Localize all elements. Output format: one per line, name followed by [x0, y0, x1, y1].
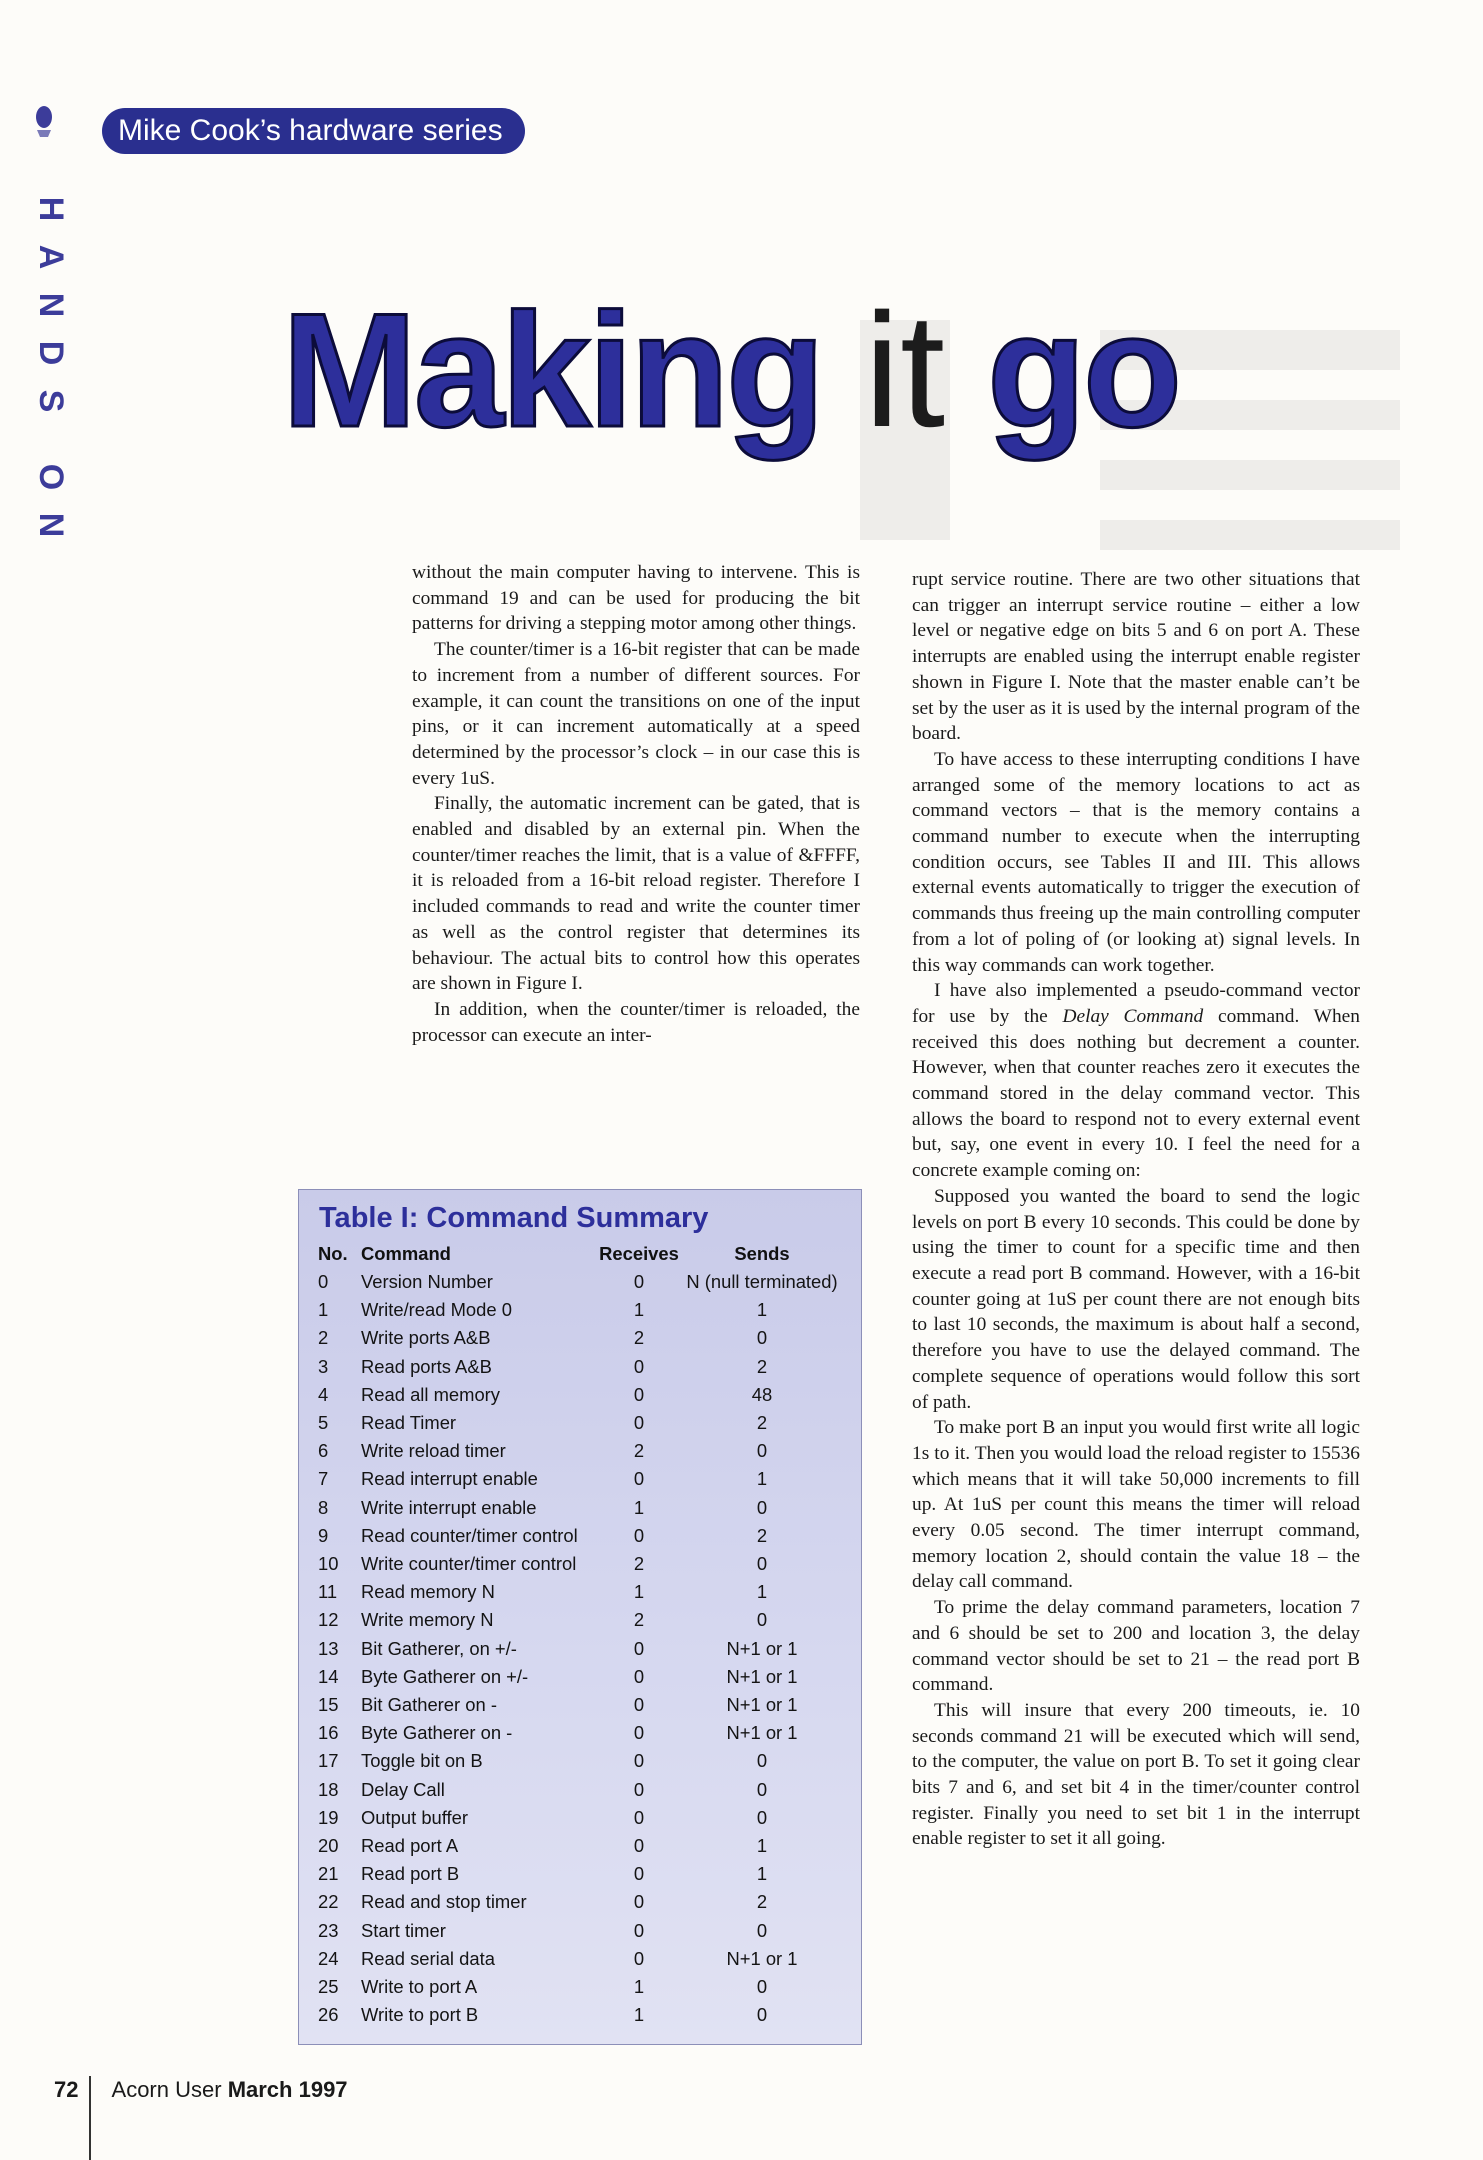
paragraph: To have access to these interrupting conditions I have arranged some of the memory locations to act as command vectors – that is the memory contains a command number to execute when the interrupting condition occurs, see Tables II and III. This allows external events automatically to trigger the execution of commands thus freeing up the main controlling computer from a lot of poling of (or looking at) signal levels. In this way commands can work together. — [912, 748, 1360, 976]
table-cell: 4 — [318, 1383, 329, 1405]
table-cell: 2 — [633, 1327, 645, 1349]
table-row — [299, 1465, 863, 1493]
paragraph: To make port B an input you would first write all logic 1s to it. Then you would load the reload register to 15536 which means that it will take 50,000 increments to fill up. At 1uS per count this means the timer will reload every 0.05 second. The timer interrupt command, memory location 2, should contain the value 18 – the delay call command. — [912, 1417, 1360, 1593]
table-cell: 1 — [756, 1581, 768, 1603]
table-cell: Write reload timer — [361, 1440, 506, 1462]
table-cell: 2 — [756, 1412, 768, 1433]
table-title: Table I: Command Summary — [319, 1202, 709, 1234]
hands-on-label — [24, 185, 70, 549]
table-cell: 21 — [318, 1863, 339, 1885]
table-cell: 0 — [633, 1412, 645, 1433]
table-cell: 0 — [633, 1524, 645, 1546]
table-cell: N+1 or 1 — [726, 1637, 798, 1659]
table-cell: 2 — [633, 1553, 645, 1574]
table-cell: 1 — [756, 1863, 768, 1885]
table-row — [299, 1437, 863, 1465]
table-cell: Toggle bit on B — [361, 1750, 483, 1772]
table-cell: 0 — [756, 1440, 768, 1462]
table-cell: 3 — [318, 1355, 329, 1377]
side-letter: A — [32, 244, 70, 270]
side-letter — [30, 419, 58, 459]
table-row — [299, 1550, 863, 1578]
left-column — [412, 560, 860, 1048]
table-cell: 0 — [633, 1750, 645, 1772]
table-cell: 26 — [318, 2004, 339, 2026]
paragraph: without the main computer having to intervene. This is command 19 and can be used for producing the bit patterns for driving a stepping motor among other things. — [412, 562, 860, 635]
table-row — [299, 1296, 863, 1324]
table-cell: Read and stop timer — [361, 1891, 527, 1913]
table-cell: Bit Gatherer, on +/- — [361, 1637, 517, 1659]
table-cell: 0 — [756, 1778, 768, 1800]
table-cell: 0 — [633, 1778, 645, 1800]
table-cell: 0 — [633, 1383, 645, 1405]
table-cell: 1 — [756, 1468, 768, 1490]
table-cell: Read all memory — [361, 1383, 500, 1405]
paragraph: Supposed you wanted the board to send the logic levels on port B every 10 seconds. This could be done by using the timer to count for a specific time and then execute a read port B command. However, with a 16-bit counter going at 1uS per count there are not enough bits to last 10 seconds, the maximum is about half a second, therefore you have to use the delayed command. The complete sequence of operations would follow this sort of path. — [912, 1185, 1360, 1413]
table-cell: Read serial data — [361, 1947, 495, 1969]
table-cell: 0 — [756, 1919, 768, 1941]
table-row — [299, 1747, 863, 1775]
issue-date: March 1997 — [227, 2077, 348, 2102]
table-cell: 6 — [318, 1440, 329, 1462]
table-cell: N+1 or 1 — [726, 1694, 798, 1715]
table-cell: Bit Gatherer on - — [361, 1694, 497, 1715]
table-cell: Read port B — [361, 1863, 460, 1885]
paragraph: To prime the delay command parameters, location 7 and 6 should be set to 200 and location 3, the delay command vector should be set to 21 – the read port B command. — [912, 1597, 1360, 1696]
table-cell: 7 — [318, 1468, 329, 1490]
table-cell: Write memory N — [361, 1609, 494, 1631]
table-row — [299, 1635, 863, 1663]
table-cell: Write to port B — [361, 2004, 479, 2026]
table-cell: Read ports A&B — [361, 1355, 492, 1377]
table-cell: 0 — [633, 1891, 645, 1913]
table-cell: N+1 or 1 — [726, 1947, 798, 1969]
table-cell: 48 — [751, 1383, 773, 1405]
paragraph: rupt service routine. There are two other situations that can trigger an interrupt service routine – either a low level or negative edge on bits 5 and 6 on port A. These interrupts are enabled using the interrupt enable register shown in Figure I. Note that the master enable can’t be set by the user as it is used by the internal program of the board. — [912, 569, 1360, 745]
header-cell: No. — [318, 1243, 348, 1264]
table-row — [299, 1719, 863, 1747]
table-row — [299, 1578, 863, 1606]
table-cell: Read port A — [361, 1835, 459, 1856]
table-cell: 1 — [633, 1299, 645, 1321]
table-cell: 1 — [318, 1299, 329, 1321]
text-run: I have also implemented a pseudo-command vector for use by the — [912, 980, 1360, 1027]
table-cell: 0 — [756, 1750, 768, 1772]
table-cell: 10 — [318, 1553, 339, 1574]
command-summary-table — [298, 1189, 862, 2045]
table-cell: 2 — [633, 1440, 645, 1462]
table-cell: 9 — [318, 1524, 329, 1546]
table-row — [299, 1860, 863, 1888]
table-row — [299, 1888, 863, 1916]
table-cell: 0 — [633, 1806, 645, 1828]
table-cell: 1 — [756, 1835, 768, 1856]
table-cell: 2 — [756, 1355, 768, 1377]
table-cell: 1 — [633, 2004, 645, 2026]
table-row — [299, 1522, 863, 1550]
table-cell: 0 — [633, 1835, 645, 1856]
table-row — [299, 1381, 863, 1409]
series-badge: Mike Cook’s hardware series — [102, 108, 525, 154]
table-cell: Write to port A — [361, 1976, 478, 1997]
table-row — [299, 1945, 863, 1973]
table-cell: N (null terminated) — [686, 1271, 838, 1292]
headline-part: Making — [282, 280, 823, 461]
table-cell: 0 — [756, 1976, 768, 1997]
table-cell: 0 — [633, 1947, 645, 1969]
table-cell: 1 — [756, 1299, 768, 1321]
table-cell: 8 — [318, 1496, 329, 1518]
table-cell: Read memory N — [361, 1581, 495, 1603]
side-letter: N — [32, 292, 70, 318]
table-cell: 0 — [633, 1271, 645, 1292]
table-cell: 0 — [633, 1694, 645, 1715]
table-row — [299, 1663, 863, 1691]
table-cell: 2 — [756, 1891, 768, 1913]
paragraph: The counter/timer is a 16-bit register that can be made to increment from a number of different sources. For example, it can count the transitions on one of the input pins, or it can increment automatically at a speed determined by the processor’s clock – in our case this is every 1uS. — [412, 639, 860, 789]
table-cell: 0 — [633, 1468, 645, 1490]
header-cell: Command — [361, 1243, 451, 1264]
magazine-name: Acorn User — [111, 2077, 222, 2102]
table-row — [299, 1353, 863, 1381]
table-row — [299, 1324, 863, 1352]
table-cell: Read counter/timer control — [361, 1524, 578, 1546]
table-cell: 12 — [318, 1609, 339, 1631]
paragraph — [912, 978, 1360, 1184]
table-cell: 1 — [633, 1496, 645, 1518]
table-cell: 24 — [318, 1947, 339, 1969]
table-cell: 13 — [318, 1637, 339, 1659]
table-cell: Delay Call — [361, 1778, 445, 1800]
table-cell: Read interrupt enable — [361, 1468, 538, 1490]
side-letter: H — [32, 196, 70, 222]
table-cell: 18 — [318, 1778, 339, 1800]
side-letter: N — [32, 512, 70, 538]
table-cell: 5 — [318, 1412, 329, 1433]
table-row — [299, 1917, 863, 1945]
headline-part: go — [987, 280, 1180, 461]
table-cell: 22 — [318, 1891, 339, 1913]
text-run: command. When received this does nothing but decrement a counter. However, when that counter reaches zero it executes the command stored in the delay command vector. This allows the board to respond not to every external event but, say, one event in every 10. I feel the need for a concrete example coming on: — [912, 1005, 1360, 1182]
table-row — [299, 1268, 863, 1296]
table-cell: 0 — [756, 1496, 768, 1518]
page-number: 72 — [54, 2077, 79, 2102]
table-row — [299, 1973, 863, 2001]
table-cell: 0 — [633, 1665, 645, 1687]
table-cell: 0 — [756, 1327, 768, 1349]
table-cell: 0 — [756, 1609, 768, 1631]
table-cell: Start timer — [361, 1919, 446, 1941]
paragraph: Finally, the automatic increment can be gated, that is enabled and disabled by an external pin. When the counter/timer reaches the limit, that is a value of &FFFF, it is reloaded from a 16-bit reload register. Therefore I included commands to read and write the counter timer as well as the control register that determines its behaviour. The actual bits to control how this operates are shown in Figure I. — [412, 793, 860, 995]
table-cell: Write counter/timer control — [361, 1553, 577, 1574]
headline-part: it — [864, 280, 946, 461]
table-header-row — [299, 1240, 863, 1268]
headline — [282, 280, 1180, 461]
table-row — [299, 1832, 863, 1860]
table-cell: 14 — [318, 1665, 339, 1687]
side-letter: D — [32, 340, 70, 366]
table-cell: N+1 or 1 — [726, 1722, 798, 1744]
table-cell: 25 — [318, 1976, 339, 1997]
paragraph: In addition, when the counter/timer is reloaded, the processor can execute an inter- — [412, 998, 860, 1046]
table-cell: 0 — [633, 1863, 645, 1885]
table-cell: Byte Gatherer on - — [361, 1722, 513, 1744]
table-cell: Write interrupt enable — [361, 1496, 537, 1518]
table-cell: 0 — [318, 1271, 329, 1292]
section-marker-icon — [33, 104, 55, 138]
header-cell: Sends — [734, 1243, 790, 1264]
table-cell: 1 — [633, 1581, 645, 1603]
header-cell: Receives — [599, 1243, 679, 1264]
table-row — [299, 1494, 863, 1522]
table-cell: 0 — [756, 1806, 768, 1828]
table-cell: 23 — [318, 1919, 339, 1941]
table-cell: 0 — [633, 1637, 645, 1659]
table-cell: 1 — [633, 1976, 645, 1997]
table-cell: Write ports A&B — [361, 1327, 491, 1349]
table-cell: Read Timer — [361, 1412, 457, 1433]
page-footer — [54, 2073, 348, 2107]
table-cell: 16 — [318, 1722, 339, 1744]
table-cell: 2 — [633, 1609, 645, 1631]
table-cell: 0 — [756, 1553, 768, 1574]
table-row — [299, 2001, 863, 2029]
table-cell: Output buffer — [361, 1806, 469, 1828]
table-cell: 0 — [633, 1919, 645, 1941]
table-cell: N+1 or 1 — [726, 1665, 798, 1687]
table-cell: 17 — [318, 1750, 339, 1772]
table-cell: Byte Gatherer on +/- — [361, 1665, 529, 1687]
table-cell: 0 — [633, 1722, 645, 1744]
table-row — [299, 1776, 863, 1804]
table-cell: 2 — [756, 1524, 768, 1546]
table-cell: Write/read Mode 0 — [361, 1299, 512, 1321]
table-cell: 0 — [756, 2004, 768, 2026]
table-row — [299, 1409, 863, 1437]
table-row — [299, 1804, 863, 1832]
paragraph: This will insure that every 200 timeouts, ie. 10 seconds command 21 will be executed which will send, to the computer, the value on port B. To set it going clear bits 7 and 6, and set bit 4 in the timer/counter control register. Finally you need to set bit 1 in the interrupt enable register to set it all going. — [912, 1699, 1360, 1850]
table-cell: 2 — [318, 1327, 329, 1349]
table-cell: Version Number — [361, 1271, 493, 1292]
table-row — [299, 1606, 863, 1634]
right-column — [912, 567, 1360, 1852]
table-cell: 11 — [318, 1581, 338, 1603]
table-cell: 15 — [318, 1694, 339, 1715]
emphasis: Delay Command — [1062, 1005, 1204, 1027]
side-letter: S — [32, 389, 70, 413]
table-cell: 19 — [318, 1806, 339, 1828]
table-cell: 0 — [633, 1355, 645, 1377]
side-letter: O — [32, 463, 70, 491]
table-row — [299, 1691, 863, 1719]
table-cell: 20 — [318, 1835, 339, 1856]
